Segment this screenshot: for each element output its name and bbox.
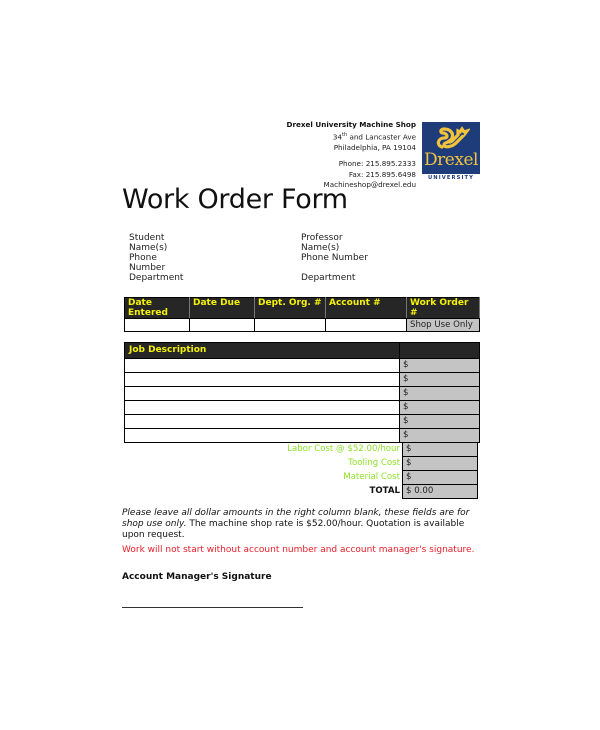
job-amount-cell: $ bbox=[400, 415, 480, 429]
table-row bbox=[125, 401, 480, 415]
job-amount-cell: $ bbox=[400, 429, 480, 443]
job-description-input[interactable] bbox=[125, 401, 400, 415]
job-table-header bbox=[125, 343, 480, 359]
table-row bbox=[125, 387, 480, 401]
order-table-header bbox=[125, 298, 480, 319]
total-label: TOTAL bbox=[369, 486, 400, 496]
col-work-order: Work Order # bbox=[407, 298, 480, 319]
col-date-entered: Date Entered bbox=[125, 298, 190, 319]
address-line-1: 34th and Lancaster Ave bbox=[332, 132, 416, 142]
job-description-input[interactable] bbox=[125, 415, 400, 429]
tooling-cost-label: Tooling Cost bbox=[348, 458, 400, 468]
account-input[interactable] bbox=[326, 319, 407, 332]
warning-text: Work will not start without account number and account manager's signature. bbox=[122, 545, 475, 555]
job-amount-cell: $ bbox=[400, 387, 480, 401]
job-description-input[interactable] bbox=[125, 429, 400, 443]
labor-cost-value: $ bbox=[402, 442, 478, 457]
amount-header bbox=[400, 343, 480, 359]
address-line-2: Philadelphia, PA 19104 bbox=[333, 142, 416, 152]
instructions-note bbox=[122, 508, 484, 541]
date-entered-input[interactable] bbox=[125, 319, 190, 332]
dept-org-input[interactable] bbox=[255, 319, 326, 332]
table-row bbox=[125, 415, 480, 429]
instructions-rate: The machine shop rate is $52.00/hour. Quotation is available upon request. bbox=[122, 519, 465, 540]
student-department-label[interactable]: Department bbox=[129, 273, 184, 283]
table-row bbox=[125, 429, 480, 443]
logo-subtitle: UNIVERSITY bbox=[422, 174, 480, 183]
professor-department-label[interactable]: Department bbox=[301, 273, 356, 283]
email-address[interactable]: Machineshop@drexel.edu bbox=[323, 179, 416, 189]
job-amount-cell: $ bbox=[400, 373, 480, 387]
drexel-logo bbox=[422, 122, 480, 183]
job-amount-cell: $ bbox=[400, 401, 480, 415]
job-description-table bbox=[124, 342, 480, 443]
work-order-shop-use: Shop Use Only bbox=[407, 319, 480, 332]
material-cost-value: $ bbox=[402, 470, 478, 485]
col-account: Account # bbox=[326, 298, 407, 319]
date-due-input[interactable] bbox=[190, 319, 255, 332]
job-description-input[interactable] bbox=[125, 359, 400, 373]
dragon-icon bbox=[434, 125, 470, 153]
signature-label: Account Manager's Signature bbox=[122, 572, 272, 582]
order-table-row bbox=[125, 319, 480, 332]
job-amount-cell: $ bbox=[400, 359, 480, 373]
page-title: Work Order Form bbox=[122, 184, 348, 215]
total-value: $ 0.00 bbox=[402, 484, 478, 499]
table-row bbox=[125, 359, 480, 373]
col-date-due: Date Due bbox=[190, 298, 255, 319]
job-description-input[interactable] bbox=[125, 373, 400, 387]
professor-name-label[interactable]: Professor Name(s) bbox=[301, 233, 343, 253]
professor-phone-label[interactable]: Phone Number bbox=[301, 253, 368, 263]
fax-number: Fax: 215.895.6498 bbox=[348, 169, 416, 179]
material-cost-label: Material Cost bbox=[343, 472, 400, 482]
student-phone-label[interactable]: Phone Number bbox=[129, 253, 166, 273]
phone-number: Phone: 215.895.2333 bbox=[338, 159, 416, 169]
job-description-input[interactable] bbox=[125, 387, 400, 401]
student-name-label[interactable]: Student Name(s) bbox=[129, 233, 168, 253]
instructions-italic: Please leave all dollar amounts in the right column blank, these fields are for shop use only. bbox=[122, 508, 470, 529]
tooling-cost-value: $ bbox=[402, 456, 478, 471]
organization-name: Drexel University Machine Shop bbox=[286, 120, 416, 129]
col-dept-org: Dept. Org. # bbox=[255, 298, 326, 319]
job-description-header: Job Description bbox=[125, 343, 400, 359]
signature-line[interactable] bbox=[122, 607, 303, 608]
logo-wordmark: Drexel bbox=[424, 150, 478, 170]
shop-address-block bbox=[287, 120, 416, 190]
table-row bbox=[125, 373, 480, 387]
order-info-table bbox=[124, 297, 480, 332]
labor-cost-label: Labor Cost @ $52.00/hour bbox=[287, 444, 400, 454]
